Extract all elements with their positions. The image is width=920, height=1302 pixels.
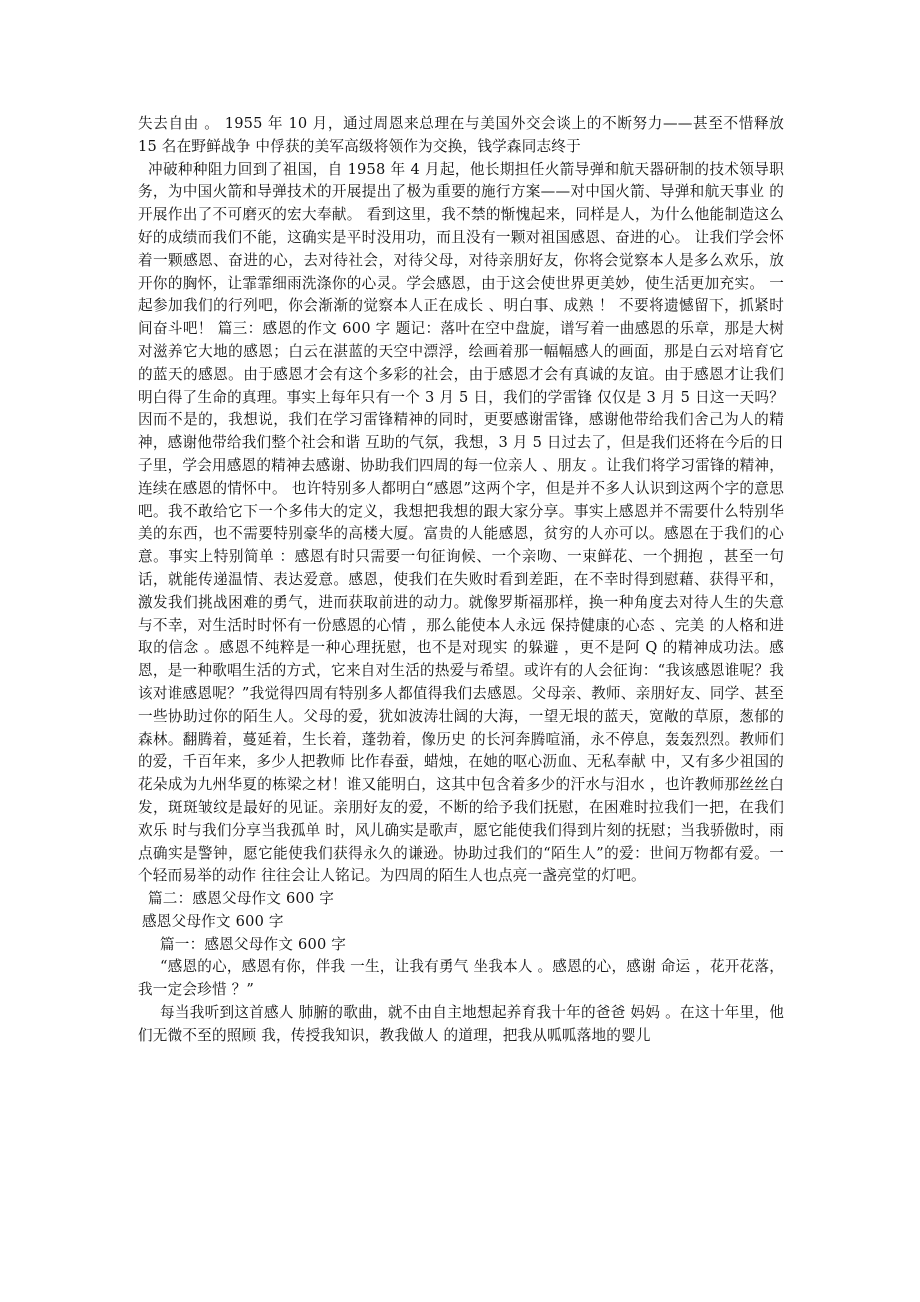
paragraph-parents: 每当我听到这首感人 肺腑的歌曲，就不由自主地想起养育我十年的爸爸 妈妈 。在这十年里，他们无微不至的照顾 我，传授我知识，教我做人 的道理，把我从呱呱落地的婴儿 <box>138 1004 784 1044</box>
song-quote-paragraph: “感恩的心，感恩有你，伴我 一生，让我有勇气 坐我本人 。感恩的心，感谢 命运 ，花开花落，我一定会珍惜 ？” <box>138 958 784 999</box>
article-title: 感恩父母作文 600 字 <box>142 912 284 930</box>
paragraph-2: 冲破种种阻力回到了祖国，自 1958 年 4 月起，他长期担任火箭导弹和航天器研制的技术领导职务，为中国火箭和导弹技术的开展提出了极为重要的施行方案——对中国火箭、导弹和航天事业 的开展作出了不可磨灭的宏大奉献。 看到这里，我不禁的惭愧起来，同样是人，为什么他能制造这么好的成绩而我们不能，这确实是平时没用功，而且没有一颗对祖国感恩、奋进的心。 让我们学会怀着一颗感恩、奋进的心，去对待社会，对待父母，对待亲朋好友，你将会觉察本人是多么欢乐，放开你的胸怀，让霏霏细雨洗涤你的心灵。学会感恩，由于这会使世界更美妙，使生活更加充实。 一起参加我们的行列吧，你会渐渐的觉察本人正在成长 、明白事、成熟 ！ 不要将遗憾留下，抓紧时间奋斗吧！ 篇三：感恩的作文 600 字 题记：落叶在空中盘旋，谱写着一曲感恩的乐章，那是大树对滋养它大地的感恩；白云在湛蓝的天空中漂浮，绘画着那一幅幅感人的画面，那是白云对培育它的蓝天的感恩。由于感恩才会有这个多彩的社会，由于感恩才会有真诚的友谊。由于感恩才让我们明白得了生命的真理。事实上每年只有一个 3 月 5 日，我们的学雷锋 仅仅是 3 月 5 日这一天吗？因而不是的，我想说，我们在学习雷锋精神的同时，更要感谢雷锋，感谢他带给我们舍己为人的精神，感谢他带给我们整个社会和谐 互助的气氛，我想，3 月 5 日过去了，但是我们还将在今后的日子里，学会用感恩的精神去感谢、协助我们四周的每一位亲人 、朋友 。让我们将学习雷锋的精神，连续在感恩的情怀中。 也许特别多人都明白“感恩”这两个字，但是并不多人认识到这两个字的意思吧。我不敢给它下一个多伟大的定义，我想把我想的跟大家分享。事实上感恩并不需要什么特别华美的东西，也不需要特别豪华的高楼大厦。富贵的人能感恩，贫穷的人亦可以。感恩在于我们的心意。事实上特别简单 ：感恩有时只需要一句征询候、一个亲吻、一束鲜花、一个拥抱 ，甚至一句话，就能传递温情、表达爱意。感恩，使我们在失败时看到差距，在不幸时得到慰藉、获得平和，激发我们挑战困难的勇气，进而获取前进的动力。就像罗斯福那样，换一种角度去对待人生的失意与不幸，对生活时时怀有一份感恩的心情 ，那么能使本人永远 保持健康的心态 、完美 的人格和进取的信念 。感恩不纯粹是一种心理抚慰，也不是对现实 的躲避 ，更不是阿 Q 的精神成功法。感恩，是一种歌唱生活的方式，它来自对生活的热爱与希望。或许有的人会征询：“我该感恩谁呢？我该对谁感恩呢？”我觉得四周有特别多人都值得我们去感恩。父母亲、教师、亲朋好友、同学、甚至一些协助过你的陌生人。父母的爱，犹如波涛壮阔的大海，一望无垠的蓝天，宽敞的草原，葱郁的森林。翻腾着，蔓延着，生长着，蓬勃着，像历史 的长河奔腾喧涌，永不停息，轰轰烈烈。教师们的爱，千百年来，多少人把教师 比作春蚕，蜡烛，在她的呕心沥血、无私奉献 中，又有多少祖国的花朵成为九州华夏的栋梁之材！谁又能明白，这其中包含着多少的汗水与泪水 ，也许教师那丝丝白发，斑斑皱纹是最好的见证。亲朋好友的爱，不断的给予我们抚慰，在困难时拉我们一把，在我们欢乐 时与我们分享当我孤单 时，风儿确实是歌声，愿它能使我们得到片刻的抚慰；当我骄傲时，雨点确实是警钟，愿它能使我们获得永久的谦逊。协助过我们的“陌生人”的爱：世间万物都有爱。一个轻而易举的动作 往往会让人铭记。为四周的陌生人也点亮一盏亮堂的灯吧。 <box>138 160 784 885</box>
paragraph-1: 失去自由 。 1955 年 10 月，通过周恩来总理在与美国外交会谈上的不断努力——甚至不惜释放 15 名在野鲜战争 中俘获的美军高级将领作为交换，钱学森同志终于 <box>138 115 784 155</box>
section-heading-pian-yi: 篇一：感恩父母作文 600 字 <box>160 935 347 953</box>
section-heading-pian-er: 篇二：感恩父母作文 600 字 <box>148 890 335 908</box>
document-page <box>138 113 784 1048</box>
